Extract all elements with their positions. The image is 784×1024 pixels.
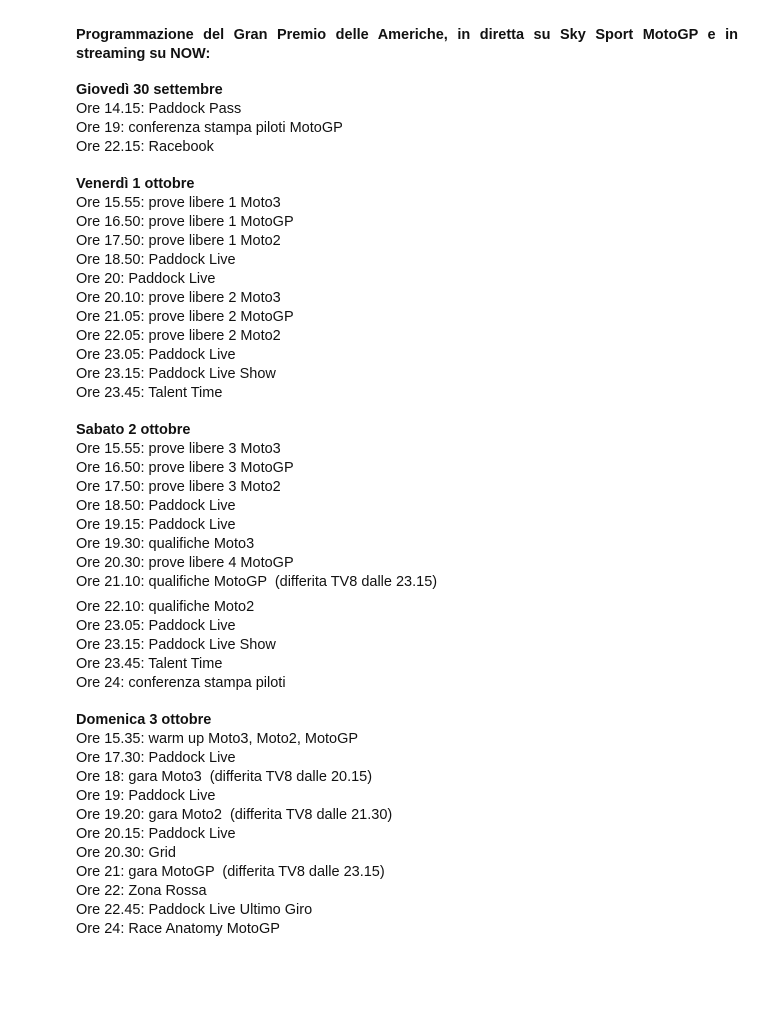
schedule-entry: Ore 19: Paddock Live <box>76 788 216 804</box>
schedule-entry: Ore 22: Zona Rossa <box>76 883 207 899</box>
schedule-entry: Ore 22.45: Paddock Live Ultimo Giro <box>76 902 313 918</box>
schedule-entry: Ore 19: conferenza stampa piloti MotoGP <box>76 120 343 136</box>
day-saturday <box>76 421 738 693</box>
document-title: Programmazione del Gran Premio delle Americhe, in diretta su Sky Sport MotoGP e in streaming su NOW: <box>76 27 738 62</box>
schedule-entry: Ore 24: Race Anatomy MotoGP <box>76 921 280 937</box>
schedule-document <box>76 26 738 957</box>
schedule-entry: Ore 20.15: Paddock Live <box>76 826 236 842</box>
schedule-entry: Ore 23.05: Paddock Live <box>76 618 236 634</box>
day-heading: Sabato 2 ottobre <box>76 422 191 438</box>
schedule-entry: Ore 21.10: qualifiche MotoGP (differita TV8 dalle 23.15) <box>76 574 438 590</box>
schedule-entry: Ore 16.50: prove libere 1 MotoGP <box>76 214 294 230</box>
schedule-entry: Ore 20.30: prove libere 4 MotoGP <box>76 555 294 571</box>
schedule-entry: Ore 23.05: Paddock Live <box>76 347 236 363</box>
schedule-entry: Ore 21.05: prove libere 2 MotoGP <box>76 309 294 325</box>
schedule-entry: Ore 20.10: prove libere 2 Moto3 <box>76 290 281 306</box>
schedule-entry: Ore 22.10: qualifiche Moto2 <box>76 599 255 615</box>
day-sunday <box>76 711 738 939</box>
schedule-entry: Ore 15.35: warm up Moto3, Moto2, MotoGP <box>76 731 359 747</box>
schedule-entry: Ore 22.15: Racebook <box>76 139 214 155</box>
schedule-entry: Ore 21: gara MotoGP (differita TV8 dalle 23.15) <box>76 864 385 880</box>
schedule-entry: Ore 23.45: Talent Time <box>76 656 223 672</box>
schedule-entry: Ore 19.20: gara Moto2 (differita TV8 dalle 21.30) <box>76 807 393 823</box>
schedule-entry: Ore 19.15: Paddock Live <box>76 517 236 533</box>
schedule-entry: Ore 18: gara Moto3 (differita TV8 dalle 20.15) <box>76 769 373 785</box>
day-friday <box>76 175 738 403</box>
schedule-entry: Ore 24: conferenza stampa piloti <box>76 675 286 691</box>
schedule-entry: Ore 20: Paddock Live <box>76 271 216 287</box>
day-thursday <box>76 81 738 157</box>
schedule-entry: Ore 23.45: Talent Time <box>76 385 223 401</box>
schedule-entry: Ore 22.05: prove libere 2 Moto2 <box>76 328 281 344</box>
schedule-entry: Ore 15.55: prove libere 3 Moto3 <box>76 441 281 457</box>
day-heading: Giovedì 30 settembre <box>76 82 223 98</box>
schedule-entry: Ore 20.30: Grid <box>76 845 176 861</box>
schedule-entry: Ore 17.50: prove libere 3 Moto2 <box>76 479 281 495</box>
schedule-entry: Ore 14.15: Paddock Pass <box>76 101 242 117</box>
schedule-entry: Ore 18.50: Paddock Live <box>76 498 236 514</box>
day-heading: Venerdì 1 ottobre <box>76 176 195 192</box>
day-heading: Domenica 3 ottobre <box>76 712 212 728</box>
schedule-entry: Ore 23.15: Paddock Live Show <box>76 637 276 653</box>
schedule-entry: Ore 17.50: prove libere 1 Moto2 <box>76 233 281 249</box>
schedule-entry: Ore 23.15: Paddock Live Show <box>76 366 276 382</box>
schedule-entry: Ore 17.30: Paddock Live <box>76 750 236 766</box>
schedule-entry: Ore 15.55: prove libere 1 Moto3 <box>76 195 281 211</box>
schedule-entry: Ore 16.50: prove libere 3 MotoGP <box>76 460 294 476</box>
schedule-entry: Ore 19.30: qualifiche Moto3 <box>76 536 255 552</box>
schedule-entry: Ore 18.50: Paddock Live <box>76 252 236 268</box>
